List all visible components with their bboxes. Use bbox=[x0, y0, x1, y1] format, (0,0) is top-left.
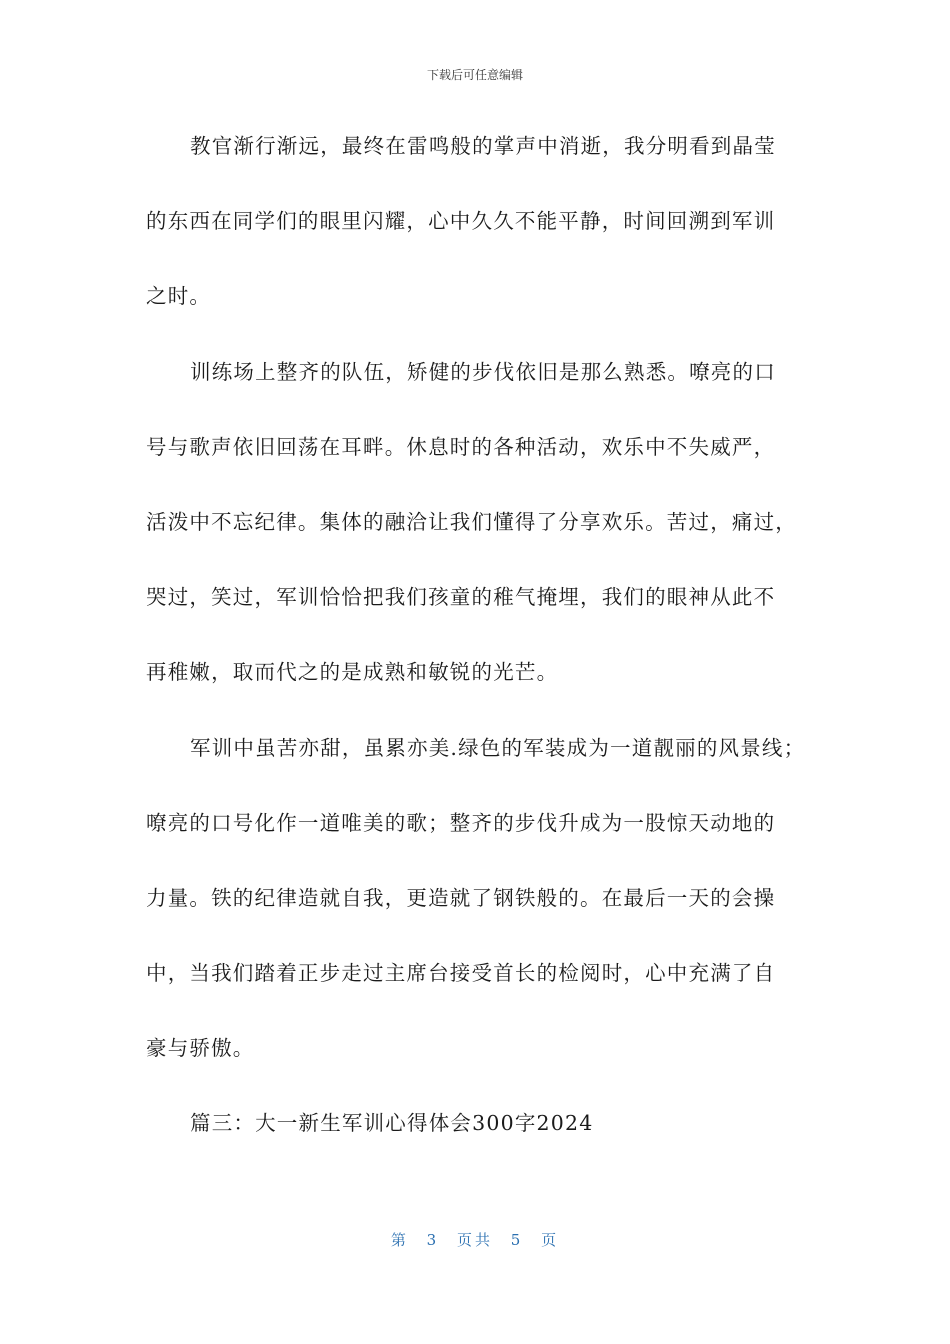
paragraph-line: 的东西在同学们的眼里闪耀，心中久久不能平静，时间回溯到军训 bbox=[146, 209, 776, 234]
paragraph-line: 哭过，笑过，军训恰恰把我们孩童的稚气掩埋，我们的眼神从此不 bbox=[146, 585, 776, 610]
section-heading: 篇三：大一新生军训心得体会300字2024 bbox=[190, 1111, 594, 1136]
paragraph-line: 再稚嫩，取而代之的是成熟和敏锐的光芒。 bbox=[146, 660, 559, 685]
paragraph-line: 中，当我们踏着正步走过主席台接受首长的检阅时，心中充满了自 bbox=[146, 961, 776, 986]
page-number-footer: 第 3 页共 5 页 bbox=[390, 1231, 560, 1249]
paragraph-line: 军训中虽苦亦甜，虽累亦美.绿色的军装成为一道靓丽的风景线； bbox=[190, 735, 806, 760]
paragraph-line: 之时。 bbox=[146, 284, 212, 309]
paragraph-line: 力量。铁的纪律造就自我，更造就了钢铁般的。在最后一天的会操 bbox=[146, 885, 776, 910]
page-header: 下载后可任意编辑 bbox=[426, 68, 523, 82]
paragraph-line: 嘹亮的口号化作一道唯美的歌；整齐的步伐升成为一股惊天动地的 bbox=[146, 810, 776, 835]
paragraph-line: 号与歌声依旧回荡在耳畔。休息时的各种活动，欢乐中不失威严， bbox=[146, 434, 776, 459]
paragraph-line: 训练场上整齐的队伍，矫健的步伐依旧是那么熟悉。嘹亮的口 bbox=[190, 359, 776, 384]
document-body bbox=[146, 128, 806, 1181]
paragraph-line: 豪与骄傲。 bbox=[146, 1036, 255, 1061]
paragraph-line: 活泼中不忘纪律。集体的融洽让我们懂得了分享欢乐。苦过，痛过， bbox=[146, 509, 797, 534]
paragraph-line: 教官渐行渐远，最终在雷鸣般的掌声中消逝，我分明看到晶莹 bbox=[190, 134, 776, 158]
